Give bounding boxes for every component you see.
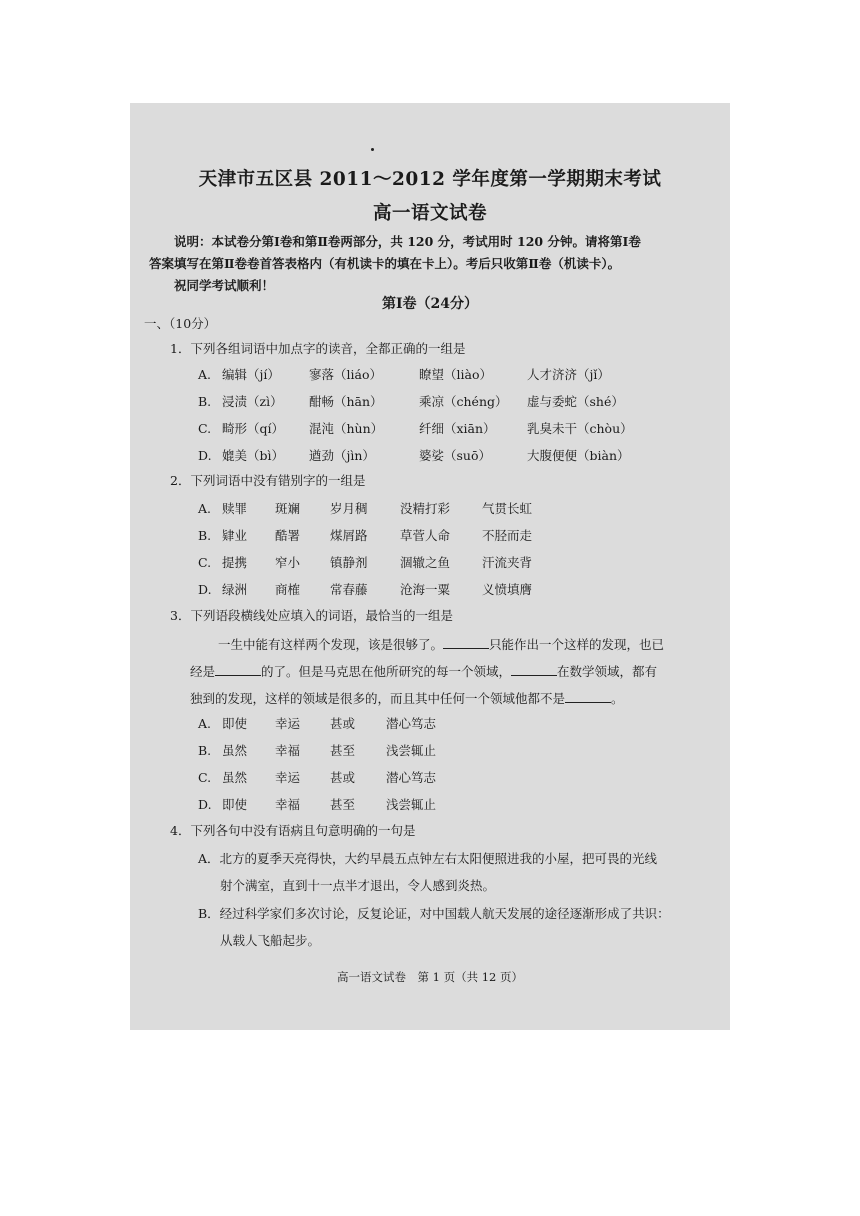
q2-option-c-item: 镇静剂 — [330, 555, 368, 570]
q2-option-a-item: 斑斓 — [275, 501, 301, 516]
q4-option-b-line-1: B．经过科学家们多次讨论，反复论证，对中国载人航天发展的途径逐渐形成了共识： — [198, 906, 670, 921]
q3-option-b-item: 幸福 — [275, 743, 301, 758]
q3-option-c-item: 虽然 — [222, 770, 248, 785]
q3-passage-line-2: 经是 的了。但是马克思在他所研究的每一个领域， 在数学领域，都有 — [190, 664, 658, 679]
q2-option-d-item: 绿洲 — [222, 582, 248, 597]
q3-option-c-item: 甚或 — [330, 770, 356, 785]
q1-option-d-item: 大腹便便（biàn） — [527, 448, 630, 463]
q1-option-c-item: 乳臭未干（chòu） — [527, 421, 633, 436]
q2-option-d-item: 沧海一粟 — [400, 582, 451, 597]
q3-option-b-item: 甚至 — [330, 743, 356, 758]
q2-option-d-item: 常春藤 — [330, 582, 368, 597]
q2-option-a-item: 岁月稠 — [330, 501, 368, 516]
q1-option-c-item: 畸形（qí） — [222, 421, 284, 436]
q2-option-b-item: 不胫而走 — [482, 528, 533, 543]
q3-passage-line-3: 独到的发现，这样的领域是很多的，而且其中任何一个领域他都不是 。 — [190, 691, 624, 706]
q3-option-a-item: 潜心笃志 — [386, 716, 437, 731]
q3-option-d-item: 甚至 — [330, 797, 356, 812]
q1-option-d-item: 婆娑（suō） — [419, 448, 491, 463]
q3-option-b-item: 虽然 — [222, 743, 248, 758]
fill-blank-1 — [443, 636, 489, 649]
q1-option-b-item: 浸渍（zì） — [222, 394, 283, 409]
q1-option-c-item: 纤细（xiān） — [419, 421, 496, 436]
q2-option-d-label: D. — [198, 582, 212, 597]
q2-option-c-item: 汗流夹背 — [482, 555, 533, 570]
q2-option-a-item: 气贯长虹 — [482, 501, 533, 516]
q2-option-d-item: 义愤填膺 — [482, 582, 533, 597]
q3-option-c-label: C. — [198, 770, 212, 785]
exam-sheet — [130, 103, 730, 1030]
q2-option-d-item: 商榷 — [275, 582, 301, 597]
q2-option-a-item: 没精打彩 — [400, 501, 451, 516]
q3-option-a-label: A. — [198, 716, 212, 731]
speck-mark — [371, 148, 374, 151]
q2-option-b-item: 煤屑路 — [330, 528, 368, 543]
question-1-stem: 1．下列各组词语中加点字的读音，全都正确的一组是 — [170, 341, 466, 356]
q3-option-a-item: 幸运 — [275, 716, 301, 731]
q1-option-c-item: 混沌（hùn） — [309, 421, 384, 436]
page-footer: 高一语文试卷 第 1 页（共 12 页） — [336, 970, 524, 984]
q1-option-b-label: B. — [198, 394, 212, 409]
q3-option-a-item: 即使 — [222, 716, 248, 731]
q3-option-a-item: 甚或 — [330, 716, 356, 731]
q3-option-b-label: B. — [198, 743, 212, 758]
q2-option-c-item: 涸辙之鱼 — [400, 555, 451, 570]
q2-option-c-item: 提携 — [222, 555, 248, 570]
q2-option-a-label: A. — [198, 501, 212, 516]
q2-option-a-item: 赎罪 — [222, 501, 248, 516]
q2-option-c-label: C. — [198, 555, 212, 570]
q1-option-a-item: 人才济济（jǐ） — [527, 367, 610, 382]
q4-option-a-line-2: 射个满室，直到十一点半才退出，令人感到炎热。 — [220, 878, 496, 893]
part-heading: 一、（10分） — [144, 316, 217, 331]
instructions-line-3: 祝同学考试顺利！ — [174, 278, 275, 293]
q1-option-d-item: 媲美（bì） — [222, 448, 284, 463]
q1-option-c-label: C. — [198, 421, 212, 436]
q1-option-d-item: 遒劲（jìn） — [309, 448, 375, 463]
exam-subtitle: 高一语文试卷 — [372, 203, 487, 224]
q1-option-b-item: 虚与委蛇（shé） — [527, 394, 624, 409]
instructions-line-2: 答案填写在第Ⅱ卷卷首答表格内（有机读卡的填在卡上）。考后只收第Ⅱ卷（机读卡）。 — [149, 256, 621, 271]
q3-option-d-item: 幸福 — [275, 797, 301, 812]
q3-option-c-item: 潜心笃志 — [386, 770, 437, 785]
question-4-stem: 4．下列各句中没有语病且句意明确的一句是 — [170, 823, 416, 838]
fill-blank-3 — [511, 663, 557, 676]
q3-option-c-item: 幸运 — [275, 770, 301, 785]
q1-option-a-item: 寥落（liáo） — [309, 367, 382, 382]
section-title: 第Ⅰ卷（24分） — [382, 296, 479, 312]
q4-option-a-line-1: A．北方的夏季天亮得快，大约早晨五点钟左右太阳便照进我的小屋，把可畏的光线 — [198, 851, 658, 866]
q1-option-a-item: 瞭望（liào） — [419, 367, 492, 382]
q3-option-d-item: 浅尝辄止 — [386, 797, 437, 812]
q3-passage-line-1: 一生中能有这样两个发现，该是很够了。 只能作出一个这样的发现，也已 — [218, 637, 665, 652]
q2-option-b-item: 酷署 — [275, 528, 301, 543]
q3-option-d-item: 即使 — [222, 797, 248, 812]
question-2-stem: 2．下列词语中没有错别字的一组是 — [170, 473, 366, 488]
q1-option-b-item: 乘凉（chéng） — [419, 394, 508, 409]
q3-option-d-label: D. — [198, 797, 212, 812]
q2-option-b-item: 草菅人命 — [400, 528, 451, 543]
fill-blank-4 — [565, 690, 611, 703]
q1-option-a-label: A. — [198, 367, 212, 382]
exam-title: 天津市五区县 2011～2012 学年度第一学期期末考试 — [198, 169, 662, 190]
q2-option-b-label: B. — [198, 528, 212, 543]
q2-option-b-item: 肄业 — [222, 528, 248, 543]
q3-option-b-item: 浅尝辄止 — [386, 743, 437, 758]
instructions-line-1: 说明：本试卷分第Ⅰ卷和第Ⅱ卷两部分，共 120 分，考试用时 120 分钟。请将第Ⅰ卷 — [174, 234, 641, 249]
q1-option-d-label: D. — [198, 448, 212, 463]
question-3-stem: 3．下列语段横线处应填入的词语，最恰当的一组是 — [170, 608, 453, 623]
q4-option-b-line-2: 从载人飞船起步。 — [220, 933, 321, 948]
q2-option-c-item: 窄小 — [275, 555, 301, 570]
fill-blank-2 — [215, 663, 261, 676]
q1-option-b-item: 酣畅（hān） — [309, 394, 383, 409]
q1-option-a-item: 编辑（jí） — [222, 367, 280, 382]
